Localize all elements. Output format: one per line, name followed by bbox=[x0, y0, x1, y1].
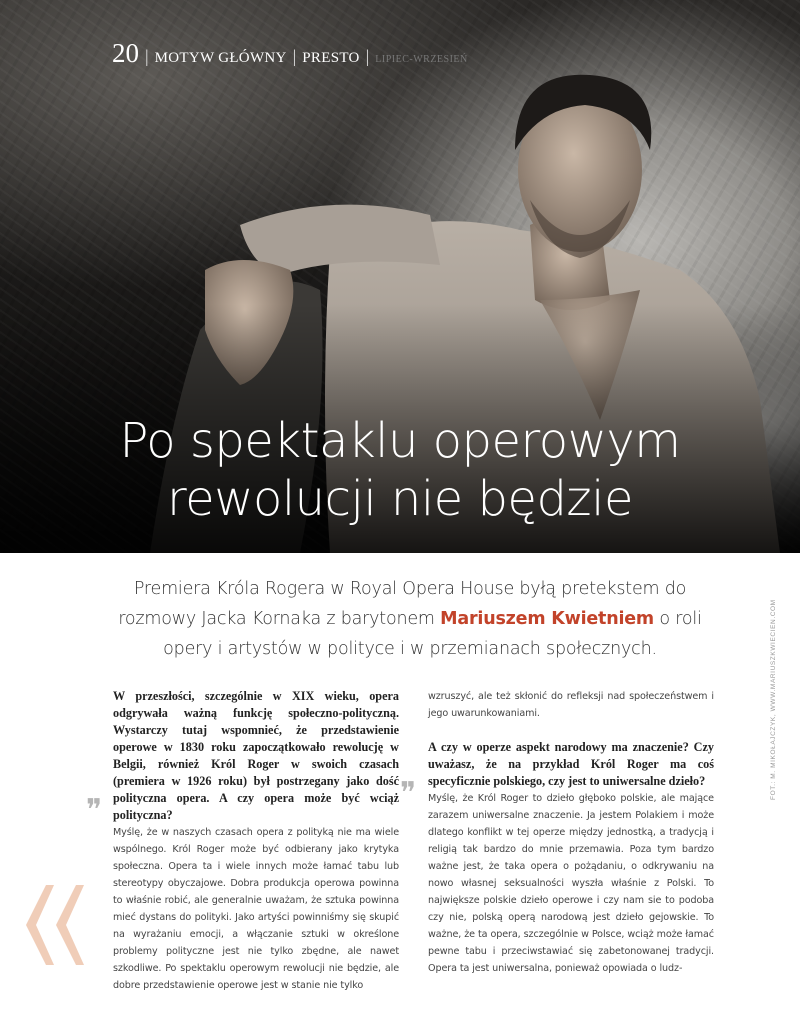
headline-line-2: rewolucji nie będzie bbox=[167, 471, 633, 527]
chevron-left-icon bbox=[56, 885, 84, 965]
lead-text: Premiera Króla Rogera w Royal Opera House byłą pretekstem do rozmowy Jacka Kornaka z barytonem bbox=[118, 579, 687, 629]
left-column bbox=[113, 688, 399, 994]
quote-mark-icon: ❞ bbox=[86, 794, 103, 827]
right-column bbox=[428, 688, 714, 977]
issue-date: LIPIEC-WRZESIEŃ bbox=[375, 54, 468, 65]
header-separator: | bbox=[365, 46, 370, 66]
section-name: MOTYW GŁÓWNY bbox=[154, 50, 287, 66]
header-separator: | bbox=[145, 46, 149, 66]
lead-text: o roli opery i artystów w polityce i w przemianach społecznych. bbox=[163, 609, 702, 659]
answer-continuation: wzruszyć, ale też skłonić do refleksji nad społeczeństwem i jego uwarunkowaniami. bbox=[428, 691, 714, 719]
quote-mark-icon: ❞ bbox=[400, 777, 417, 810]
interview-answer: Myślę, że Król Roger to dzieło głęboko polskie, ale mające zarazem uniwersalne znaczenie. Ja jestem Polakiem i może dlatego konflikt w tej operze między jednostką, a tradycją i religią tak bardzo do mnie przemawia. Poza tym bardzo ważne jest, że taka opera o pożądaniu, o odkrywaniu na nowo własnej seksualności wyszła właśnie z Polski. To największe polskie dzieło operowe i czy nam sie to podoba czy nie, polską operą narodową jest dzieło gejowskie. To ważne, że ta opera, szczególnie w Polsce, wciąż może łamać pewne tabu i przeciwstawiać się zabetonowanej tradycji. Opera ta jest uniwersalna, ponieważ opowiada o ludz- bbox=[428, 793, 714, 974]
running-header bbox=[112, 38, 468, 69]
interview-question: W przeszłości, szczególnie w XIX wieku, opera odgrywała ważną funkcję społeczno-polityczną. Wystarczy tutaj wspomnieć, że przedstawienie operowe w 1830 roku zapoczątkowało rewolucję w Belgii, również Król Roger w swoich czasach (premiera w 1926 roku) był postrzegany jako dość polityczna opera. A czy opera może być wciąż polityczna? bbox=[113, 689, 399, 822]
chevron-left-icon bbox=[26, 885, 54, 965]
page-number: 20 bbox=[112, 38, 139, 68]
interview-question: A czy w operze aspekt narodowy ma znaczenie? Czy uważasz, że na przykład Król Roger ma coś specyficznie polskiego, czy jest to uniwersalne dzieło? bbox=[428, 740, 714, 788]
lead-highlight-name: Mariuszem Kwietniem bbox=[440, 609, 654, 629]
header-separator: | bbox=[292, 46, 297, 66]
paragraph-gap bbox=[428, 722, 714, 739]
headline-line-1: Po spektaklu operowym bbox=[119, 413, 681, 469]
article-lead bbox=[100, 574, 720, 664]
article-headline bbox=[0, 412, 800, 528]
magazine-name: PRESTO bbox=[302, 50, 360, 66]
photo-credit: FOT.: M. MIKOŁAJCZYK, WWW.MARIUSZKWIECIEN.COM bbox=[770, 599, 777, 800]
double-chevron-left-icon bbox=[24, 880, 94, 970]
interview-answer: Myślę, że w naszych czasach opera z polityką nie ma wiele wspólnego. Król Roger może być odbierany jako krytyka społeczna. Opera ta i wiele innych może łamać tabu lub stereotypy obyczajowe. Dobra produkcja operowa powinna to właśnie robić, ale generalnie uważam, że sztuka powinna mieć dystans do polityki. Jako artyści powinniśmy się skupić na wyrażaniu emocji, a włączanie sztuki w określone problemy polityczne jest nie tylko zbędne, ale nawet szkodliwe. Po spektaklu operowym rewolucji nie będzie, ale dobre przedstawienie operowe jest w stanie nie tylko bbox=[113, 827, 399, 991]
